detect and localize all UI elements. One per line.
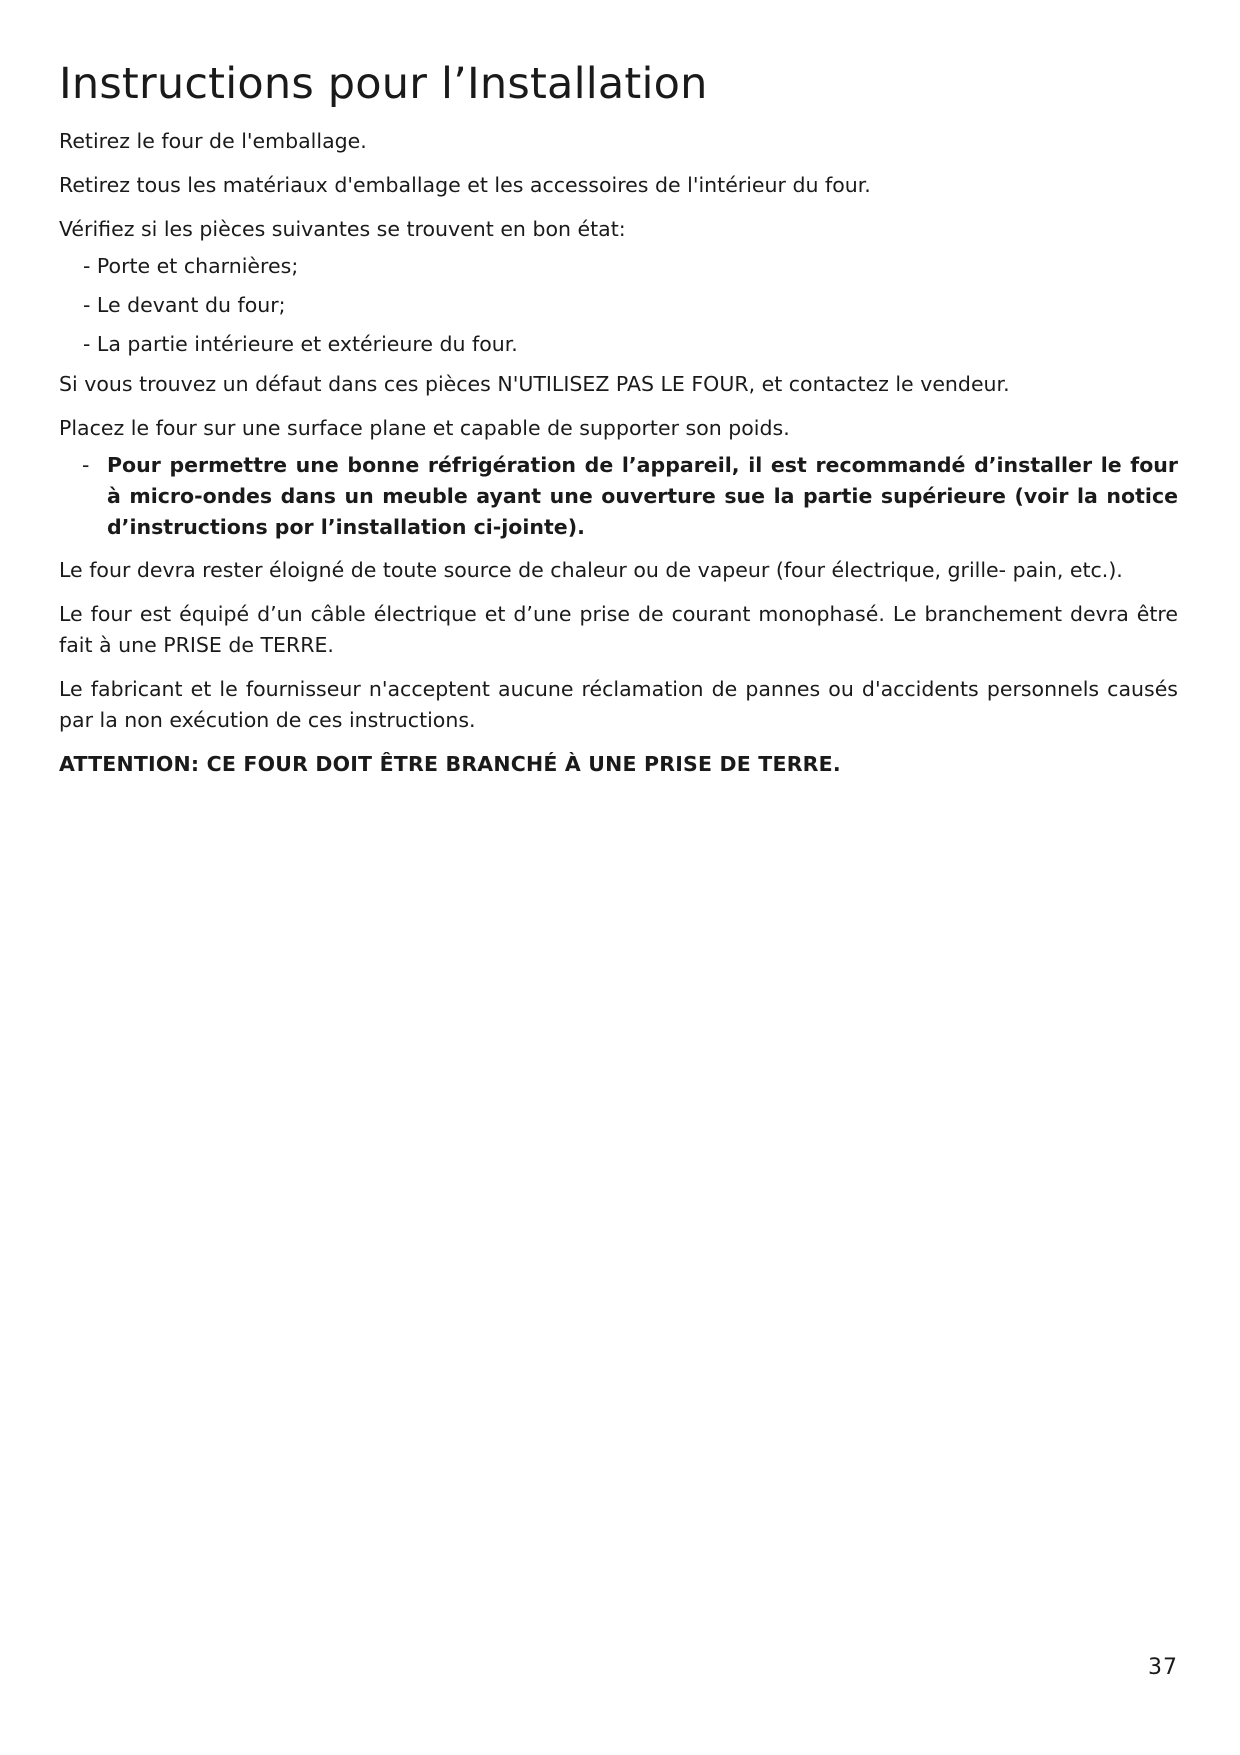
paragraph-unpack-oven: Retirez le four de l'emballage.	[59, 129, 367, 153]
note-text: Pour permettre une bonne réfrigération de l’appareil, il est recommandé d’installer le four à micro-ondes dans un meuble ayant une ouverture sue la partie supérieure (voir la notice d’instructions por l’installation ci-jointe).	[107, 453, 1178, 539]
document-body	[59, 126, 1178, 780]
paragraph-remove-packaging: Retirez tous les matériaux d'emballage et les accessoires de l'intérieur du four.	[59, 173, 871, 197]
checklist	[59, 251, 1178, 360]
document-page	[59, 0, 1178, 1755]
page-number: 37	[1148, 1655, 1178, 1680]
paragraph-defect-warning: Si vous trouvez un défaut dans ces pièces N'UTILISEZ PAS LE FOUR, et contactez le vendeur.	[59, 372, 1010, 396]
checklist-item-door: - Porte et charnières;	[83, 254, 299, 278]
grounding-warning: ATTENTION: CE FOUR DOIT ÊTRE BRANCHÉ À UNE PRISE DE TERRE.	[59, 752, 841, 776]
paragraph-liability: Le fabricant et le fournisseur n'acceptent aucune réclamation de pannes ou d'accidents personnels causés par la non exécution de ces instructions.	[59, 677, 1178, 732]
paragraph-power-cable: Le four est équipé d’un câble électrique et d’une prise de courant monophasé. Le branchement devra être fait à une PRISE de TERRE.	[59, 602, 1178, 657]
page-title: Instructions pour l’Installation	[59, 59, 708, 109]
paragraph-check-parts: Vérifiez si les pièces suivantes se trouvent en bon état:	[59, 217, 626, 241]
paragraph-flat-surface: Placez le four sur une surface plane et capable de supporter son poids.	[59, 416, 790, 440]
paragraph-heat-sources: Le four devra rester éloigné de toute source de chaleur ou de vapeur (four électrique, grille- pain, etc.).	[59, 558, 1123, 582]
checklist-item-interior-exterior: - La partie intérieure et extérieure du four.	[83, 332, 518, 356]
ventilation-note	[59, 450, 1178, 543]
note-dash: -	[82, 453, 90, 477]
checklist-item-front: - Le devant du four;	[83, 293, 286, 317]
